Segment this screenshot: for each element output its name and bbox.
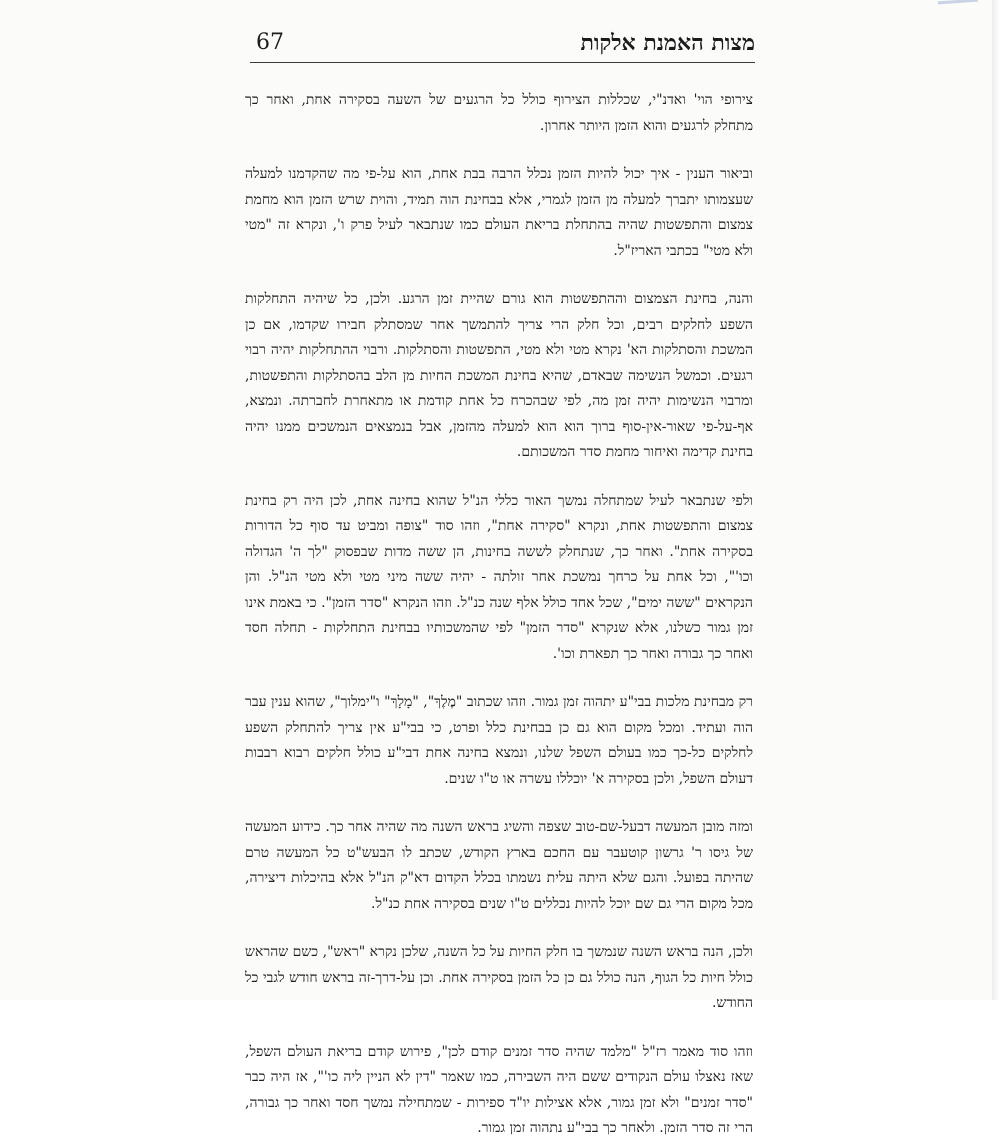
paragraph-6: ומזה מובן המעשה דבעל-שם-טוב שצפה והשיג בראש השנה מה שהיה אחר כך. כידוע המעשה של גיסו ר' גרשון קוטעבר עם החכם בארץ הקודש, שכתב לו הבעש"ט כל המעשה טרם שהיתה בפועל. והגם שלא היתה עלית נשמתו בכלל הקדום דא"ק הנ"ל אלא בהיכלות דיצירה, מכל מקום הרי גם שם יוכל להיות נכללים ט"ו שנים בסקירה אחת כנ"ל. <box>245 819 753 912</box>
text-body <box>245 88 753 1142</box>
corner-mark <box>938 0 978 4</box>
page-edge <box>992 0 1000 1000</box>
paragraph-7: ולכן, הנה בראש השנה שנמשך בו חלק החיות על כל השנה, שלכן נקרא "ראש", כשם שהראש כולל חיות כל הגוף, הנה כולל גם כן כל הזמן בסקירה אחת. וכן על-דרך-זה בראש חודש לגבי כל החודש. <box>245 944 753 1011</box>
paragraph-4: ולפי שנתבאר לעיל שמתחלה נמשך האור כללי הנ"ל שהוא בחינה אחת, לכן היה רק בחינת צמצום והתפשטות אחת, ונקרא "סקירה אחת", וזהו סוד "צופה ומביט עד סוף כל הדורות בסקירה אחת". ואחר כך, שנתחלק לששה בחינות, הן ששה מדות שבפסוק "לך ה' הגדולה וכו'", וכל אחת על כרחך נמשכת אחר זולתה - יהיה ששה מיני מטי ולא מטי הנ"ל. והן הנקראים "ששה ימים", שכל אחד כולל אלף שנה כנ"ל. וזהו הנקרא "סדר הזמן". כי באמת אינו זמן גמור כשלנו, אלא שנקרא "סדר הזמן" לפי שהמשכותיו בבחינת התחלקות - תחלה חסד ואחר כך גבורה ואחר כך תפארת וכו'. <box>245 492 753 662</box>
header-title: מצות האמנת אלקות <box>580 30 755 56</box>
paragraph-2: וביאור הענין - איך יכול להיות הזמן נכלל הרבה בבת אחת, הוא על-פי מה שהקדמנו למעלה שעצמותו יתברך למעלה מן הזמן לגמרי, אלא בבחינת הוה תמיד, והוית שרש הזמן הוא מחמת צמצום והתפשטות שהיה בהתחלת בריאת העולם כמו שנתבאר לעיל פרק ו', ונקרא זה "מטי ולא מטי" בכתבי האריז"ל. <box>245 166 753 259</box>
paragraph-3: והנה, בחינת הצמצום וההתפשטות הוא גורם שהיית זמן הרגע. ולכן, כל שיהיה התחלקות השפע לחלקים רבים, וכל חלק הרי צריך להתמשך אחר שמסתלק חבירו שקדמו, אם כן המשכת והסתלקות הא' נקרא מטי ולא מטי, התפשטות והסתלקות. ורבוי ההתחלקות יהיה רבוי רגעים. וכמשל הנשימה שבאדם, שהיא בחינת המשכת החיות מן הלב בהסתלקות והתפשטות, ומרבוי הנשימות יהיה זמן מה, לפי שבהכרח כל אחת קודמת או מתאחרת לחברתה. ונמצא, אף-על-פי שאור-אין-סוף ברוך הוא הוא למעלה מהזמן, אבל בנמצאים הנמשכים ממנו יהיה בחינת קדימה ואיחור מחמת סדר המשכותם. <box>245 291 753 460</box>
page-number: 67 <box>256 30 284 55</box>
paragraph-1: צירופי הוי' ואדנ"י, שכללות הצירוף כולל כל הרגעים של השעה בסקירה אחת, ואחר כך מתחלק לרגעים והוא הזמן היותר אחרון. <box>245 92 753 134</box>
running-header <box>250 30 755 63</box>
paragraph-8: וזהו סוד מאמר רז"ל "מלמד שהיה סדר זמנים קודם לכן", פירוש קודם בריאת העולם השפל, שאז נאצלו עולם הנקודים ששם היה השבירה, כמו שאמר "דין לא הניין ליה כו'", אז היה כבר "סדר זמנים" ולא זמן גמור, אלא אצילות יו"ד ספירות - שמתחילה נמשך חסד ואחר כך גבורה, הרי זה סדר הזמן. ולאחר כך בבי"ע נתהוה זמן גמור. <box>245 1043 753 1136</box>
paragraph-5: רק מבחינת מלכות בבי"ע יתהוה זמן גמור. וזהו שכתוב "מֶלֶךְ", "מָלָךְ" ו"ימלוך", שהוא ענין עבר הוה ועתיד. ומכל מקום הוא גם כן בבחינת כלל ופרט, כי בבי"ע אין צריך להתחלק השפע לחלקים כל-כך כמו בעולם השפל שלנו, ונמצא בחינה אחת דבי"ע כולל חלקים רבוא רבבות דעולם השפל, ולכן בסקירה א' יוכללו עשרה או ט"ו שנים. <box>245 694 753 787</box>
